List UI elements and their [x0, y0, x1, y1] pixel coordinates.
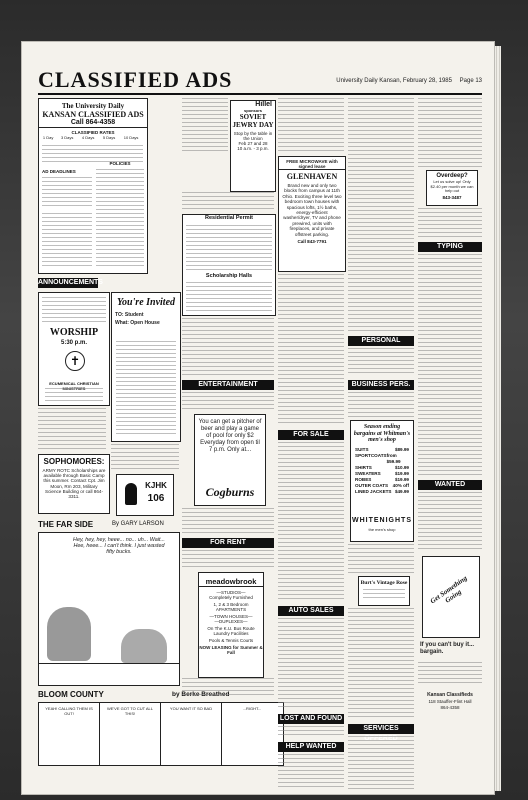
- cogburns-logo: Cogburns: [205, 485, 255, 499]
- rate-col: 4 Days: [81, 135, 95, 140]
- whitmans-item-name: SUITS: [355, 446, 369, 452]
- rates-table: [39, 135, 147, 140]
- bloom-county-byline: by Berke Breathed: [172, 691, 230, 698]
- meadowbrook-line5: —DUPLEXES—: [214, 619, 248, 624]
- business-header: BUSINESS PERS.: [348, 380, 414, 390]
- meadowbrook-line1: —STUDIOS—: [216, 590, 246, 595]
- auto-sales-text: [278, 618, 344, 710]
- typing-header: TYPING: [418, 242, 482, 252]
- rate-col: 3 Days: [60, 135, 74, 140]
- far-side-title: THE FAR SIDE: [38, 520, 94, 529]
- publication-line: University Daily Kansan, February 28, 1985: [336, 78, 452, 84]
- burts-name: Burt's Vintage Rose: [360, 580, 408, 586]
- bargain-foot-1: Kansan Classifieds: [427, 692, 473, 698]
- announcement-text-col2: [111, 444, 179, 472]
- col3-text-2: [182, 192, 274, 212]
- meadowbrook-line3: 1, 2 & 3 Bedroom APARTMENTS: [213, 602, 249, 612]
- col5-top-text: [348, 98, 414, 332]
- invited-to: TO: Student: [115, 312, 144, 318]
- get-something-text: Get Something Going: [428, 574, 469, 606]
- auto-sales-header: AUTO SALES: [278, 606, 344, 616]
- meadowbrook-line4: —TOWN HOUSES—: [209, 614, 253, 619]
- hillel-detail: Stop by the table in the Union: [233, 131, 273, 141]
- whitmans-item-name: SWEATERS: [355, 470, 381, 476]
- whitmans-logo: WHITENIGHTS: [352, 517, 412, 524]
- for-rent-text: [182, 550, 274, 570]
- help-wanted-text: [278, 754, 344, 790]
- col3-top-text: [182, 98, 228, 154]
- whitmans-ad: [350, 420, 414, 542]
- sophomores-ad: [38, 454, 110, 514]
- invited-details: [116, 341, 176, 435]
- cross-icon: ✝: [65, 351, 85, 371]
- rates-heading: CLASSIFIED RATES: [71, 130, 115, 135]
- business-text: [348, 392, 414, 418]
- glenhaven-call: Call 843-7791: [297, 239, 327, 245]
- page-number: Page 13: [459, 78, 482, 84]
- whitmans-item-name: LINED JACKETS: [355, 488, 392, 494]
- bloom-county-strip: [38, 702, 284, 766]
- col6-top-text: [418, 98, 482, 168]
- bloom-panel-1: [39, 703, 100, 765]
- glenhaven-body: Brand new and only two blocks from campus at 11th Ohio. Exciting three level two bedroom town houses with spacious lofts, 1½ baths, energy-efficient washer/dryer, TV and phone prewired, units with fireplaces, and private offstreet parking.: [282, 183, 342, 237]
- whitmans-item-price: $89.99: [394, 446, 409, 452]
- invited-script: You're Invited: [116, 297, 176, 308]
- announcement-text-col1: [38, 408, 106, 452]
- residential-title: Residential Permit: [205, 215, 253, 221]
- bloom-panel-4: [222, 703, 282, 765]
- hillel-sponsors: sponsors: [243, 108, 262, 113]
- whitmans-item-name: ROBES: [355, 476, 372, 482]
- whitmans-item-price: 40% off: [392, 482, 409, 488]
- col6-text-2: [418, 208, 482, 238]
- bloom-bubble-4: ...RIGHT...: [242, 706, 262, 711]
- hillel-ad: [230, 100, 276, 192]
- bloom-county-title: BLOOM COUNTY: [38, 690, 104, 699]
- worship-fine-print: [42, 297, 106, 323]
- get-something-ad: [422, 556, 480, 638]
- overdeep-phone: 843-3487: [442, 194, 462, 200]
- bloom-bubble-1: YEAH! CALLING THEM IS OUT!: [45, 706, 93, 716]
- kansan-box-line1: The University Daily: [61, 102, 125, 110]
- far-side-cartoon: [38, 532, 180, 686]
- whitmans-item-name: SPORTCOATS: [355, 452, 387, 458]
- whitmans-item-name: OUTER COATS: [355, 482, 389, 488]
- kansan-rates-box: [38, 98, 148, 274]
- meadowbrook-line6: On The K.U. Bus Route Laundry Facilities: [207, 626, 255, 636]
- whitmans-item-name: SHIRTS: [355, 464, 372, 470]
- bloom-panel-2: [100, 703, 161, 765]
- residential-text: [186, 225, 272, 271]
- col3-text-3: [182, 318, 274, 376]
- hillel-name: Hillel: [255, 101, 272, 108]
- cogburns-ad: [194, 414, 266, 506]
- page-edge-right: [493, 46, 501, 791]
- overdeep-ad: [426, 170, 478, 206]
- masthead-meta: [330, 78, 482, 84]
- lost-found-header: LOST AND FOUND: [279, 715, 343, 722]
- col3-text-5: [182, 678, 274, 698]
- whitmans-item-price: $49.99: [394, 488, 409, 494]
- entertainment-header: ENTERTAINMENT: [182, 380, 274, 390]
- services-text: [348, 736, 414, 790]
- meadowbrook-line2: Completely Furnished: [209, 595, 253, 600]
- sophomores-body: ARMY ROTC Scholarships are available through Basic Camp this summer. Contact Cpt. Jim Moon, Rm 203, Military Science Building or call 864-3311.: [42, 468, 106, 500]
- col6-text-3: [418, 662, 482, 686]
- bargain-foot-2: 118 Stauffer-Flint Hall: [428, 699, 472, 704]
- church-list: [45, 388, 103, 402]
- overdeep-title: Overdeep?: [436, 173, 468, 179]
- overdeep-body: Let us solve up! Only $2.40 per month we can help out: [430, 179, 474, 194]
- col4-top-text: [278, 98, 344, 154]
- runner-icon: [125, 483, 137, 505]
- glenhaven-top: FREE MICROWAVE with signed lease: [279, 159, 345, 170]
- elephant-right-icon: [121, 629, 167, 663]
- whitmans-price-row: [355, 489, 409, 495]
- meadowbrook-line7: Pools & Tennis Courts: [208, 638, 254, 643]
- glenhaven-name: GLENHAVEN: [286, 172, 338, 181]
- bloom-bubble-3: YOU WANT IT SO BAD: [169, 706, 213, 711]
- whitmans-item-price: $10.99: [394, 464, 409, 470]
- ground-line: [39, 663, 179, 664]
- worship-ad: [38, 292, 110, 406]
- whitmans-item-price: $19.99: [394, 470, 409, 476]
- entertainment-text: [182, 392, 274, 412]
- residential-permit-box: [182, 214, 276, 316]
- invited-what: What: Open House: [115, 320, 160, 326]
- whitmans-price-row: [355, 453, 409, 465]
- meadowbrook-logo: meadowbrook: [199, 577, 263, 587]
- far-side-caption: Hey, hey, hey, heee... no... uh... Wait... Hee, heee... I can't think. I just wasted fifty bucks.: [73, 537, 165, 555]
- wanted-text: [418, 492, 482, 552]
- col5-text-3: [348, 608, 414, 720]
- worship-time: 5:30 p.m.: [60, 340, 87, 346]
- for-sale-text: [278, 442, 344, 602]
- policies-text: [96, 169, 144, 269]
- glenhaven-ad: [278, 156, 346, 272]
- far-side-byline: By GARY LARSON: [112, 521, 164, 527]
- kjhk-frequency: 106: [147, 493, 165, 504]
- bloom-panel-3: [161, 703, 222, 765]
- hillel-dates: Feb 27 and 28: [238, 141, 268, 146]
- scholarship-title: Scholarship Halls: [205, 273, 253, 279]
- rate-col: 5 Days: [102, 135, 116, 140]
- services-header: SERVICES OFFERED: [348, 724, 414, 734]
- personal-header: PERSONAL: [348, 336, 414, 346]
- whitmans-price-list: [355, 447, 409, 495]
- hillel-time: 10 a.m. - 3 p.m.: [237, 146, 269, 151]
- rate-col: 10 Days: [123, 135, 139, 140]
- newspaper-page: [22, 42, 494, 794]
- bargain-foot-3: 864-4358: [440, 705, 460, 710]
- kansan-box-footer-text: [42, 213, 92, 269]
- policies-heading: POLICIES: [109, 161, 131, 166]
- wanted-header: WANTED: [418, 480, 482, 490]
- sophomores-title: SOPHOMORES:: [43, 457, 105, 466]
- personal-text: [348, 348, 414, 376]
- scholarship-text: [186, 282, 272, 312]
- typing-text: [418, 254, 482, 476]
- help-wanted-header: HELP WANTED: [278, 742, 344, 752]
- meadowbrook-ad: [198, 572, 264, 678]
- col3-text-4: [182, 508, 274, 534]
- rate-col: 1 Day: [42, 135, 54, 140]
- for-rent-header: FOR RENT: [182, 538, 274, 548]
- page-title: CLASSIFIED ADS: [38, 67, 233, 92]
- burts-text: [363, 589, 405, 601]
- whitmans-item-price: $19.99: [394, 476, 409, 482]
- deadlines-heading: AD DEADLINES: [42, 169, 76, 174]
- whitmans-foot: the men's shop: [368, 527, 396, 532]
- worship-title: WORSHIP: [49, 327, 99, 338]
- kjhk-ad: [116, 474, 174, 516]
- bloom-bubble-2: WE'VE GOT TO CUT ALL THIS!: [106, 706, 154, 716]
- burts-ad: [358, 576, 410, 606]
- meadowbrook-line8: NOW LEASING for Summer & Fall: [199, 645, 263, 655]
- kansan-box-line2: KANSAN CLASSIFIED ADS: [42, 110, 144, 119]
- announcements-header: ANNOUNCEMENTS: [38, 279, 103, 286]
- elephant-left-icon: [47, 607, 91, 661]
- invited-ad: [111, 292, 181, 442]
- deadlines-text: [42, 177, 92, 207]
- col4-text-2: [278, 274, 344, 426]
- lost-found-text: [278, 726, 344, 738]
- whitmans-title: Season ending bargains at Whitman's men's shop: [353, 424, 411, 444]
- rates-header-row: [39, 135, 147, 140]
- cogburns-text: You can get a pitcher of beer and play a game of pool for only $2 Everyday from open til 7 p.m. Only at...: [198, 419, 262, 453]
- hillel-event: SOVIET JEWRY DAY: [232, 113, 274, 129]
- masthead: [38, 67, 482, 95]
- col5-text-2: [348, 544, 414, 574]
- whitmans-item-price: from $59.99: [386, 452, 401, 464]
- bargain-text: If you can't buy it... bargain.: [420, 642, 475, 655]
- church-name: ECUMENICAL CHRISTIAN MINISTRIES: [49, 381, 99, 391]
- for-sale-header: FOR SALE: [278, 430, 344, 440]
- kansan-box-phone: Call 864-4358: [39, 119, 147, 128]
- kjhk-call-letters: KJHK: [145, 481, 167, 490]
